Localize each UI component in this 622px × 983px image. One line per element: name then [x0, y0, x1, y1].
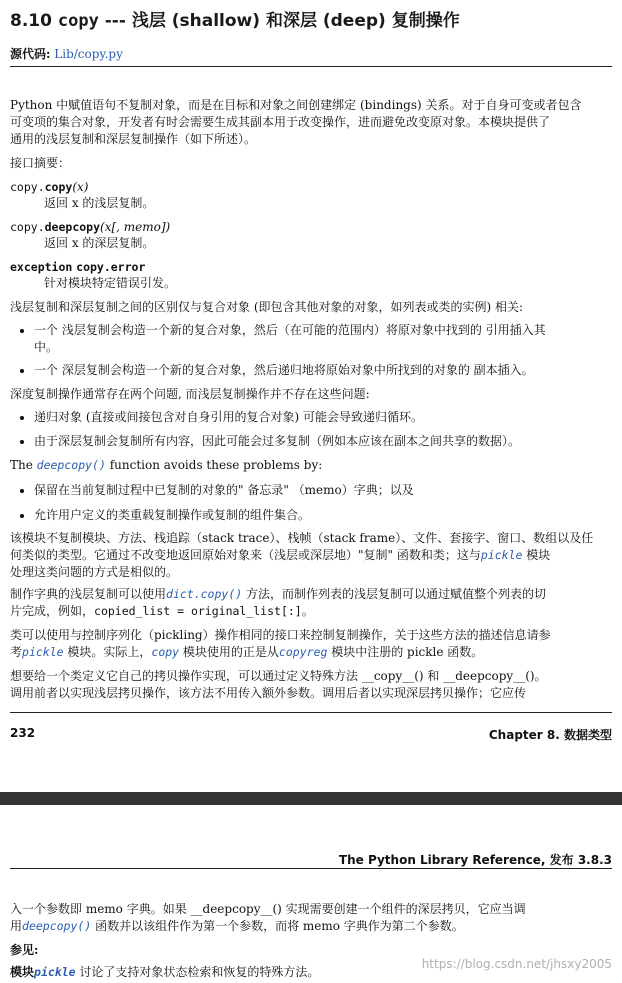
pickle-link[interactable]: pickle — [34, 965, 76, 979]
api-error-signature: exception copy.error — [10, 260, 146, 274]
chapter-label: Chapter 8. 数据类型 — [488, 728, 612, 742]
summary-label: 接口摘要： — [10, 156, 71, 170]
bullet-dot — [20, 416, 24, 420]
source-line — [10, 45, 123, 62]
bullet-dot — [20, 489, 24, 493]
source-divider — [10, 66, 612, 67]
intro-line-2: 可变项的集合对象，开发者有时会需要生成其副本用于改变操作，进而避免改变原对象。本模块提供了 — [10, 115, 551, 129]
types-line-2: 何类似的类型。它通过不改变地返回原始对象来（浅层或深层地）"复制" 函数和类；这与pickle 模块 — [10, 548, 551, 562]
api-copy-desc: 返回 x 的浅层复制。 — [44, 196, 155, 210]
footer-divider — [10, 712, 612, 713]
pickle-line-1: 类可以使用与控制序列化（pickling）操作相同的接口来控制复制操作，关于这些方法的描述信息请参 — [10, 628, 551, 642]
bullet-dot — [20, 369, 24, 373]
section-heading — [10, 6, 460, 31]
header-divider — [10, 868, 612, 869]
dict-copy-link[interactable]: dict.copy() — [166, 587, 243, 601]
deepcopy-link[interactable]: deepcopy() — [22, 919, 92, 933]
define-line-2: 调用前者以实现浅层拷贝操作，该方法不用传入额外参数。调用后者以实现深层拷贝操作；它应传 — [10, 686, 527, 700]
copyreg-link[interactable]: copyreg — [278, 645, 328, 659]
api-deepcopy-desc: 返回 x 的深层复制。 — [44, 236, 155, 250]
problem-1: 递归对象 (直接或间接包含对自身引用的复合对象) 可能会导致递归循环。 — [34, 410, 423, 424]
api-deepcopy-signature: copy.deepcopy(x[, memo]) — [10, 220, 171, 234]
page-break-band — [0, 792, 622, 805]
pickle-link[interactable]: pickle — [480, 548, 523, 562]
section-module-code: copy — [57, 11, 99, 31]
bullet-dot — [20, 440, 24, 444]
cont-line-2: 用deepcopy() 函数并以该组件作为第一个参数，而将 memo 字典作为第二个参数。 — [10, 919, 464, 933]
avoid-intro: The deepcopy() function avoids these problems by: — [10, 458, 323, 472]
source-link[interactable]: Lib/copy.py — [54, 47, 123, 61]
api-error-desc: 针对模块特定错误引发。 — [44, 276, 177, 290]
pickle-link[interactable]: pickle — [22, 645, 64, 659]
diff-bullet-1-line-1: 一个 浅层复制会构造一个新的复合对象，然后（在可能的范围内）将原对象中找到的 引用插入其 — [34, 323, 546, 337]
problem-2: 由于深层复制会复制所有内容，因此可能会过多复制（例如本应该在副本之间共享的数据）。 — [34, 434, 521, 448]
api-copy-name[interactable]: copy — [44, 180, 73, 194]
next-page-header: The Python Library Reference, 发布 3.8.3 — [338, 853, 612, 867]
api-error-name[interactable]: copy.error — [76, 260, 146, 274]
cont-line-1: 入一个参数即 memo 字典。如果 __deepcopy__() 实现需要创建一个组件的深层拷贝，它应当调 — [10, 902, 526, 916]
deepcopy-link[interactable]: deepcopy() — [36, 458, 106, 472]
bullet-dot — [20, 514, 24, 518]
define-line-1: 想要给一个类定义它自己的拷贝操作实现，可以通过定义特殊方法 __copy__() 和 __deepcopy__()。 — [10, 669, 547, 683]
diff-bullet-1-line-2: 中。 — [34, 340, 59, 354]
api-copy-signature: copy.copy(x) — [10, 180, 89, 194]
diff-intro: 浅层复制和深层复制之间的区别仅与复合对象 (即包含其他对象的对象，如列表或类的实例) 相关: — [10, 300, 524, 314]
slice-code: copied_list = original_list[:] — [94, 604, 302, 618]
diff-bullet-2: 一个 深层复制会构造一个新的复合对象，然后递归地将原始对象中所找到的对象的 副本插入。 — [34, 363, 534, 377]
avoid-bullet-2: 允许用户定义的类重载复制操作或复制的组件集合。 — [34, 508, 311, 522]
page-number: 232 — [10, 726, 36, 740]
pickle-line-2: 考pickle 模块。实际上，copy 模块使用的正是从copyreg 模块中注册的 pickle 函数。 — [10, 645, 484, 659]
copy-code-link[interactable]: copy — [151, 645, 180, 659]
see-also-line: 模块pickle 讨论了支持对象状态检索和恢复的特殊方法。 — [10, 965, 320, 979]
types-line-1: 该模块不复制模块、方法、栈追踪（stack trace）、栈帧（stack frame）、文件、套接字、窗口、数组以及任 — [10, 531, 594, 545]
intro-line-1: Python 中赋值语句不复制对象，而是在目标和对象之间创建绑定 (bindings) 关系。对于自身可变或者包含 — [10, 98, 582, 112]
intro-line-3: 通用的浅层复制和深层复制操作（如下所述）。 — [10, 132, 257, 146]
see-also-label: 参见: — [10, 943, 39, 957]
avoid-bullet-1: 保留在当前复制过程中已复制的对象的" 备忘录" （memo）字典；以及 — [34, 483, 414, 497]
types-line-3: 处理这类问题的方式是相似的。 — [10, 565, 179, 579]
watermark: https://blog.csdn.net/jhsxy2005 — [421, 957, 612, 971]
section-title: --- 浅层 (shallow) 和深层 (deep) 复制操作 — [98, 11, 460, 31]
section-number: 8.10 — [10, 11, 52, 31]
source-label: 源代码: — [10, 47, 51, 61]
dict-line-1: 制作字典的浅层复制可以使用dict.copy() 方法，而制作列表的浅层复制可以通过赋值整个列表的切 — [10, 587, 547, 601]
bullet-dot — [20, 329, 24, 333]
api-deepcopy-name[interactable]: deepcopy — [44, 220, 101, 234]
problems-intro: 深度复制操作通常存在两个问题, 而浅层复制操作并不存在这些问题: — [10, 387, 370, 401]
dict-line-2: 片完成，例如，copied_list = original_list[:]。 — [10, 604, 314, 618]
